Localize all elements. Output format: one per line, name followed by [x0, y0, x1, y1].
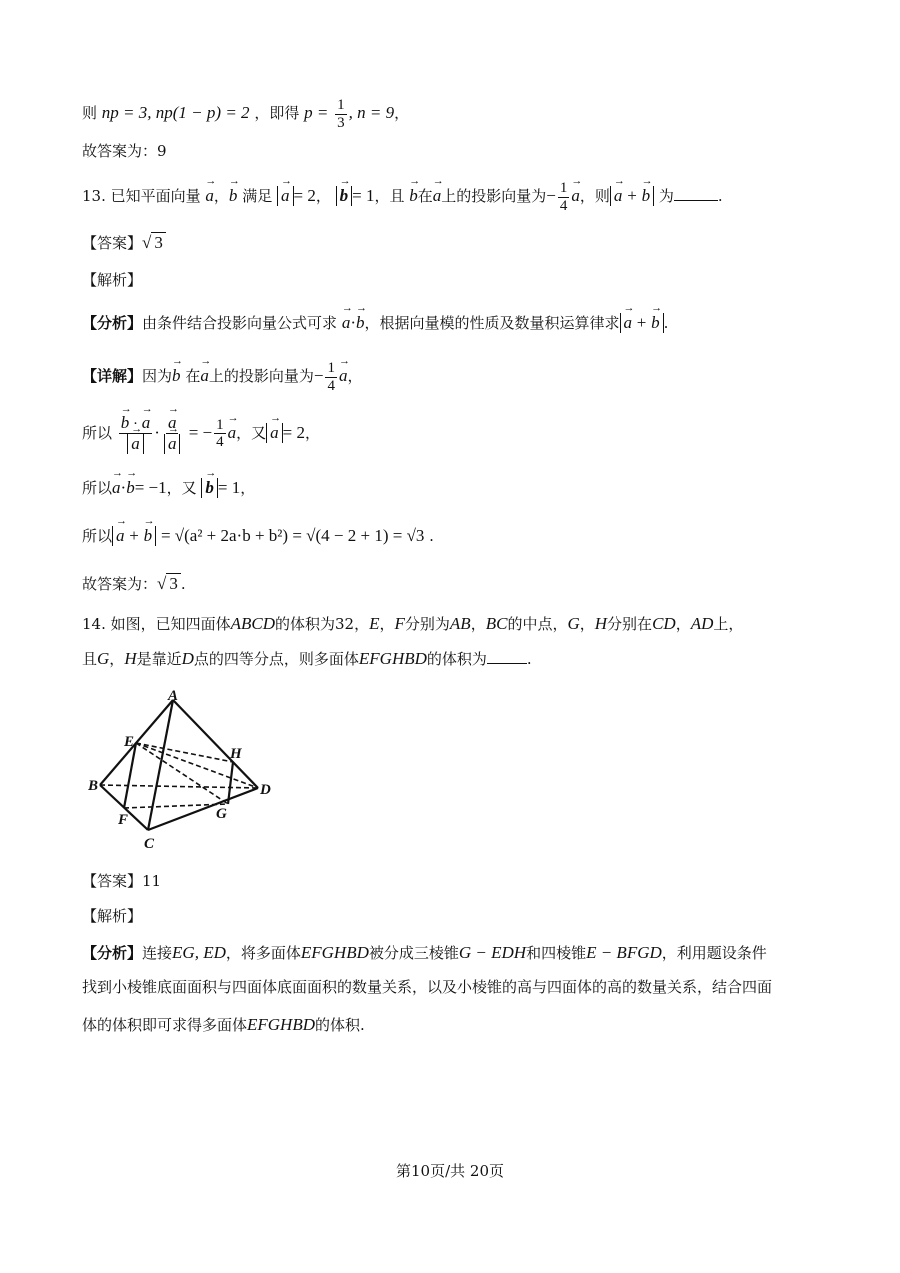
label-D: D	[260, 782, 271, 798]
fraction	[335, 97, 347, 131]
text: 故答案为：	[82, 575, 158, 593]
answer-blank	[487, 651, 527, 664]
answer-line: 故答案为：9	[82, 142, 167, 160]
text: 因为	[142, 367, 173, 385]
text: ，又	[236, 423, 267, 442]
analysis-heading: 【解析】	[82, 271, 143, 289]
math-expression: = 1	[352, 186, 375, 205]
denominator: 3	[337, 114, 345, 131]
answer-13: 【答案】√ 3	[82, 232, 166, 253]
answer-line-13: 故答案为：√ 3 .	[82, 574, 186, 593]
numerator: 1	[337, 97, 345, 113]
label-A: A	[168, 688, 179, 704]
math-expression: np = 3, np(1 − p) = 2	[101, 103, 250, 122]
text: 在	[185, 367, 201, 385]
norm-b: → b	[336, 186, 353, 206]
math-expression: p =	[304, 103, 329, 122]
step-3: 所以→ a + → b = √(a² + 2a·b + b²) = √(4 − 2 + 1) = √3 .	[82, 526, 434, 546]
text: ，根据向量模的性质及数量积运算律求	[364, 314, 620, 332]
text: ，且	[374, 187, 405, 205]
text: 为	[658, 187, 674, 205]
answer-14: 【答案】11	[82, 872, 162, 890]
page-footer: 第10页/共 20页	[396, 1162, 504, 1180]
answer-blank	[674, 188, 718, 201]
label-G: G	[216, 806, 227, 822]
norm-a-plus-b: → a + → b	[610, 186, 654, 206]
label-H: H	[230, 746, 242, 762]
analysis-14-line2: 找到小棱锥底面面积与四面体底面面积的数量关系，以及小棱锥的高与四面体的高的数量关系，结合四面	[82, 978, 773, 996]
label: 【详解】	[82, 367, 143, 385]
text: 所以	[82, 527, 113, 545]
step-2: 所以→ a·→ b= −1，又 → b = 1，	[82, 478, 255, 498]
text: 在	[417, 187, 433, 205]
question-14-cont: 且G，H是靠近D点的四等分点，则多面体EFGHBD的体积为 .	[82, 649, 532, 668]
text: ，则	[579, 187, 610, 205]
text: 上的投影向量为	[441, 187, 547, 205]
text: 所以	[82, 423, 113, 442]
label-B: B	[88, 778, 99, 794]
vector-a: → a	[205, 187, 214, 204]
text: 【答案】	[82, 234, 143, 252]
label-F: F	[118, 812, 129, 828]
fraction: $\frac{1}{4}$	[327, 360, 335, 394]
text: 13. 已知平面向量	[82, 187, 201, 205]
norm-a: → a	[277, 186, 294, 206]
text: ，又	[166, 479, 197, 497]
text: 所以	[82, 479, 113, 497]
vector-b: → b	[229, 187, 238, 204]
analysis-14-line3: 体的体积即可求得多面体EFGHBD的体积.	[82, 1015, 365, 1034]
math-expression: = 2	[293, 186, 316, 205]
text: 则	[82, 104, 98, 122]
math-expression: , n = 9	[348, 103, 395, 122]
sqrt-value: 3	[151, 232, 166, 253]
text: 由条件结合投影向量公式可求	[142, 314, 338, 332]
analysis-14: 【分析】连接EG, ED，将多面体EFGHBD被分成三棱锥G − EDH和四棱锥E − BFGD，利用题设条件	[82, 943, 767, 962]
text-line: 则 np = 3, np(1 − p) = 2 ，即得 p = $\frac{1}{3}$ , n = 9，	[82, 97, 410, 131]
text: 满足	[242, 187, 273, 205]
label-E: E	[124, 734, 135, 750]
text: 上的投影向量为	[208, 367, 314, 385]
text: ，即得	[254, 104, 300, 122]
question-14: 14. 如图，已知四面体ABCD的体积为32，E，F分别为AB，BC的中点，G，H分别在CD，AD上，	[82, 614, 744, 633]
label: 【分析】	[82, 314, 143, 332]
fraction: $\frac{1}{4}$	[559, 180, 568, 214]
analysis-13: 【分析】由条件结合投影向量公式可求 → a·→ b，根据向量模的性质及数量积运算律求→ a + → b .	[82, 313, 668, 333]
step-1: 所以 → b · → a → a · → a → a = − $\frac{1}{4}$ → a，又→ a = 2，	[82, 414, 320, 454]
question-13: 13. 已知平面向量 → a，→ b 满足 → a = 2， → b = 1，且 → b在→ a上的投影向量为− $\frac{1}{4}$ → a，则→ a + → b 为 .	[82, 180, 723, 214]
detail-13: 【详解】因为→ b 在→ a上的投影向量为− $\frac{1}{4}$ → a，	[82, 360, 362, 394]
tetrahedron-figure	[88, 688, 288, 853]
label-C: C	[144, 836, 155, 852]
analysis-heading: 【解析】	[82, 907, 143, 925]
math-expression: = √(a² + 2a·b + b²) = √(4 − 2 + 1) = √3	[160, 526, 425, 545]
